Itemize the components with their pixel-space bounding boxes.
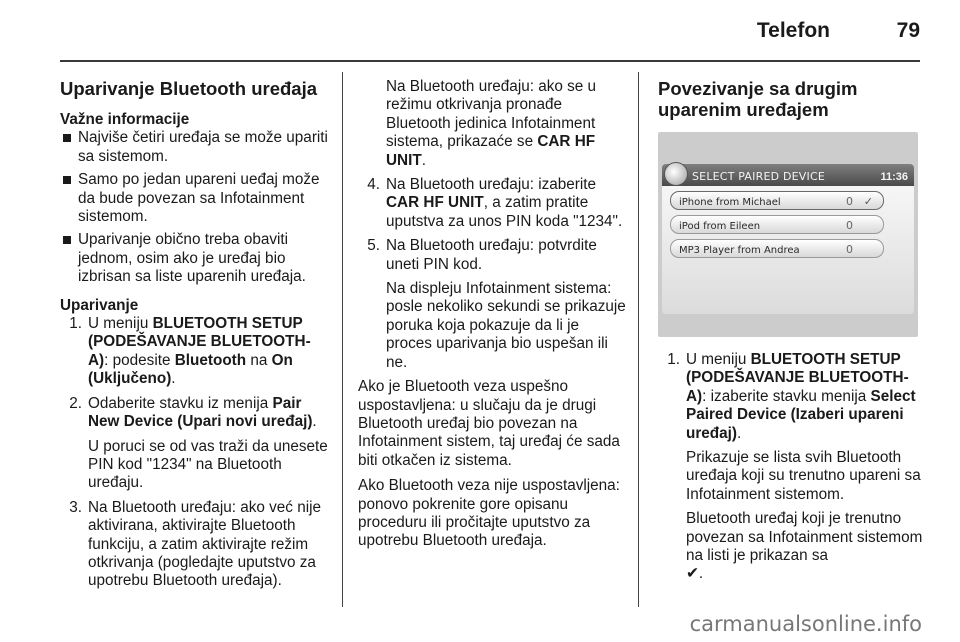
step-2: 2. Odaberite stavku iz menija Pair New Device (Upari novi uređaj). U poruci se od vas traži da unesete PIN kod "1234" na Bluetooth uređaju. bbox=[69, 394, 328, 492]
screen-title: SELECT PAIRED DEVICE bbox=[692, 170, 825, 183]
bluetooth-status-icon: 0 bbox=[846, 219, 853, 232]
step-3: 3. Na Bluetooth uređaju: ako već nije aktivirana, aktivirajte Bluetooth funkciju, a zatim aktivirajte režim otkrivanja (pogledajte uputstvo za upotrebu Bluetooth uređaja). bbox=[69, 498, 322, 590]
page-number: 79 bbox=[896, 19, 920, 42]
screen-title-bar bbox=[662, 164, 914, 186]
device-row-mp3[interactable]: MP3 Player from Andrea 0 bbox=[670, 239, 884, 258]
device-row-iphone[interactable]: iPhone from Michael 0 ✓ bbox=[670, 191, 884, 210]
bluetooth-status-icon: 0 bbox=[846, 195, 853, 208]
step-3-continued: Na Bluetooth uređaju: ako se u režimu otkrivanja pronađe Bluetooth jedinica Infotainment sistema, prikazaće se CAR HF UNIT. bbox=[386, 78, 597, 169]
step-5: 5. Na Bluetooth uređaju: potvrdite uneti PIN kod. Na displeju Infotainment sistema: posle nekoliko sekundi se prikazuje poruka koja pokazuje da li je proces uparivanja bio uspešan ili ne. bbox=[367, 237, 626, 371]
paragraph-success: Ako je Bluetooth veza uspešno uspostavljena: u slučaju da je drugi Bluetooth uređaj bio povezan na Infotainment sistem, taj uređaj će sada biti otkačen iz sistema. bbox=[358, 378, 620, 469]
phone-icon bbox=[664, 162, 688, 186]
bluetooth-status-icon: 0 bbox=[846, 243, 853, 256]
list-item: Najviše četiri uređaja se može upariti sa sistemom. bbox=[60, 129, 330, 166]
pairing-steps bbox=[60, 315, 330, 591]
bullet-square-icon bbox=[63, 236, 71, 244]
screen-clock: 11:36 bbox=[880, 171, 908, 183]
important-list bbox=[60, 129, 330, 286]
column-divider bbox=[342, 72, 343, 607]
step-1: 1. U meniju BLUETOOTH SETUP (PODEŠAVANJE BLUETOOTH-A): podesite Bluetooth na On (Uključeno). bbox=[69, 315, 311, 388]
infotainment-screenshot bbox=[658, 132, 918, 337]
column-1 bbox=[60, 72, 330, 597]
step-4: 4. Na Bluetooth uređaju: izaberite CAR HF UNIT, a zatim pratite uputstva za unos PIN koda "1234". bbox=[367, 176, 623, 230]
list-item: Samo po jedan upareni ueđaj može da bude povezan sa Infotainment sistemom. bbox=[60, 171, 330, 226]
list-item: Uparivanje obično treba obaviti jednom, osim ako je uređaj bio izbrisan sa liste uparenih uređaja. bbox=[60, 231, 330, 286]
column-2 bbox=[358, 78, 626, 558]
pairing-heading: Uparivanje bbox=[60, 296, 139, 314]
device-row-ipod[interactable]: iPod from Eileen 0 bbox=[670, 215, 884, 234]
section-title: Telefon bbox=[756, 19, 830, 42]
checkmark-icon: ✔ bbox=[686, 565, 699, 583]
device-list bbox=[662, 186, 914, 314]
paragraph-failure: Ako Bluetooth veza nije uspostavljena: ponovo pokrenite gore opisanu proceduru ili pročitajte uputstvo za upotrebu Bluetooth uređaja. bbox=[358, 477, 620, 550]
section-heading-pairing: Uparivanje Bluetooth uređaja bbox=[60, 78, 317, 99]
check-icon: ✓ bbox=[863, 195, 873, 208]
step-1: 1. U meniju BLUETOOTH SETUP (PODEŠAVANJE BLUETOOTH-A): izaberite stavku menija Select Paired Device (Izaberi upareni uređaj). Prikazuje se lista svih Bluetooth uređaja koji su trenutno upareni sa Infotainment sistemom. Bluetooth uređaj koji je trenutno povezan sa Infotainment sistemom na listi je prikazan sa ✔. bbox=[667, 351, 923, 583]
watermark: carmanualsonline.info bbox=[689, 612, 922, 636]
page-header bbox=[60, 0, 920, 62]
section-heading-connect: Povezivanje sa drugim uparenim uređajem bbox=[658, 78, 858, 120]
important-heading: Važne informacije bbox=[60, 111, 190, 128]
bullet-square-icon bbox=[63, 176, 71, 184]
column-3 bbox=[658, 72, 924, 590]
column-divider bbox=[638, 72, 639, 607]
connect-steps bbox=[658, 351, 924, 584]
pairing-steps-continued bbox=[358, 78, 626, 372]
bullet-square-icon bbox=[63, 134, 71, 142]
